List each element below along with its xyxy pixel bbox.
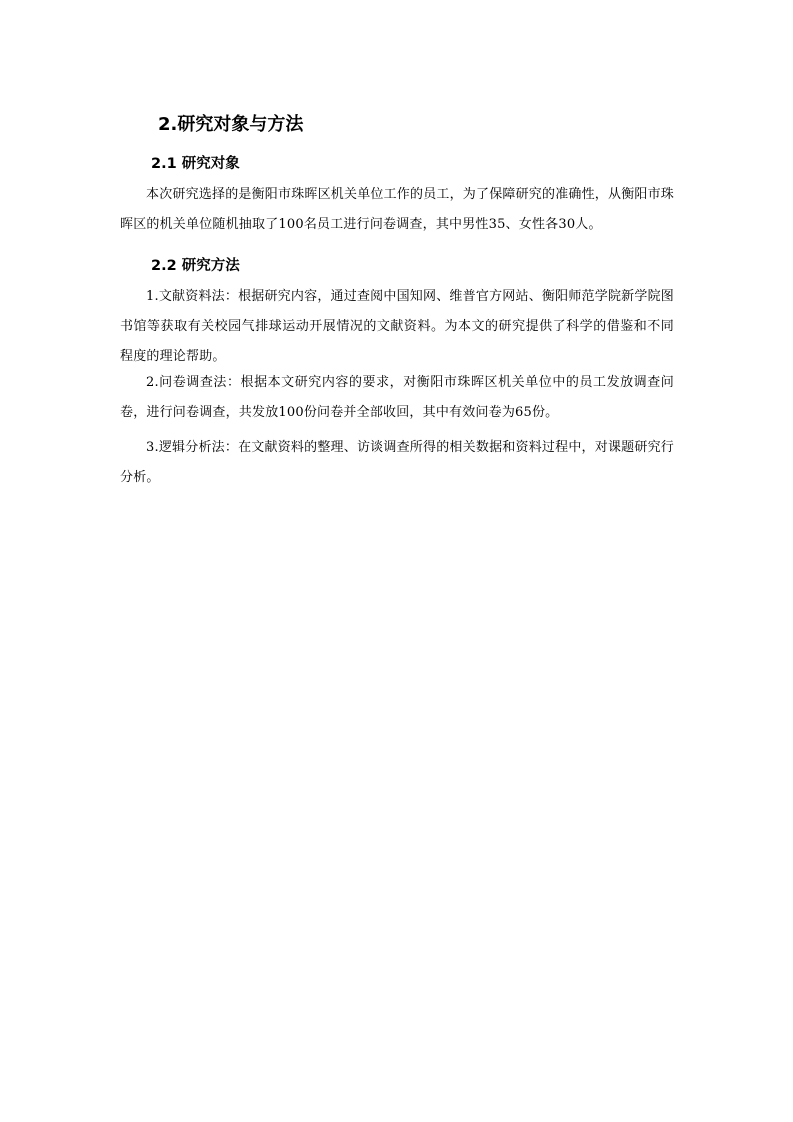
paragraph-research-subjects: 本次研究选择的是衡阳市珠晖区机关单位工作的员工，为了保障研究的准确性，从衡阳市珠晖区的机关单位随机抽取了100名员工进行问卷调查，其中男性35、女性各30人。 (120, 187, 675, 232)
subsection-title-research-subjects: 2.1 研究对象 (151, 156, 240, 172)
section-title: 2.研究对象与方法 (158, 114, 304, 135)
paragraph-logic-analysis-method: 3.逻辑分析法：在文献资料的整理、访谈调查所得的相关数据和资料过程中，对课题研究行分析。 (120, 440, 674, 485)
paragraph-literature-method: 1.文献资料法：根据研究内容，通过查阅中国知网、维普官方网站、衡阳师范学院新学院图书馆等获取有关校园气排球运动开展情况的文献资料。为本文的研究提供了科学的借鉴和不同程度的理论帮助。 (120, 289, 674, 364)
paragraph-questionnaire-method: 2.问卷调查法：根据本文研究内容的要求，对衡阳市珠晖区机关单位中的员工发放调查问卷，进行问卷调查，共发放100份问卷并全部收回，其中有效问卷为65份。 (120, 375, 674, 420)
subsection-title-research-methods: 2.2 研究方法 (151, 258, 240, 274)
